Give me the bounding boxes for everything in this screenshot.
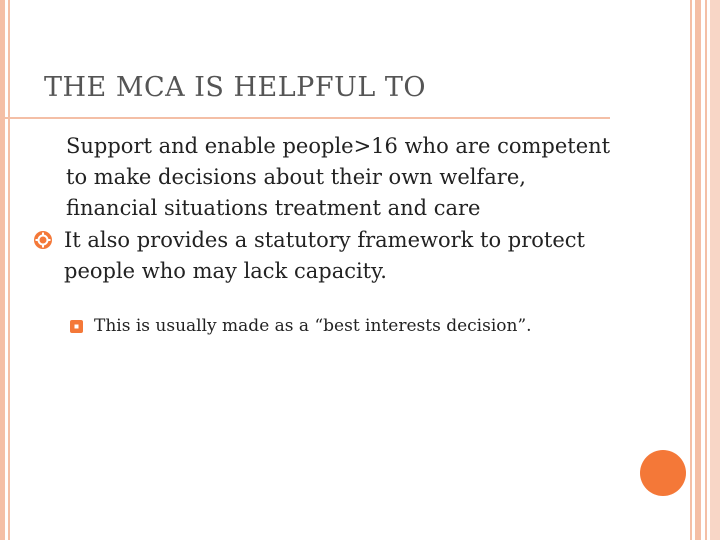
right-border-line-3: [705, 0, 707, 540]
gear-bullet-icon: [33, 230, 53, 250]
bullet-1-line-3: financial situations treatment and care: [66, 196, 481, 220]
right-border-line-2: [695, 0, 701, 540]
right-border-line-4: [710, 0, 720, 540]
sub-bullet-icon: [70, 320, 83, 333]
sub-bullet-text: This is usually made as a “best interests decision”.: [94, 316, 532, 336]
bullet-2-line-2: people who may lack capacity.: [64, 259, 387, 283]
left-border-line-1: [0, 0, 5, 540]
left-border-line-2: [8, 0, 10, 540]
slide-title: THE MCA IS HELPFUL TO: [44, 72, 426, 103]
bullet-2-line-1: It also provides a statutory framework to protect: [64, 228, 586, 252]
bullet-1-line-1: Support and enable people>16 who are competent: [66, 134, 611, 158]
bullet-1-line-2: to make decisions about their own welfare,: [66, 165, 526, 189]
title-underline: [0, 117, 610, 119]
right-border-line-1: [690, 0, 692, 540]
decorative-circle: [640, 450, 686, 496]
